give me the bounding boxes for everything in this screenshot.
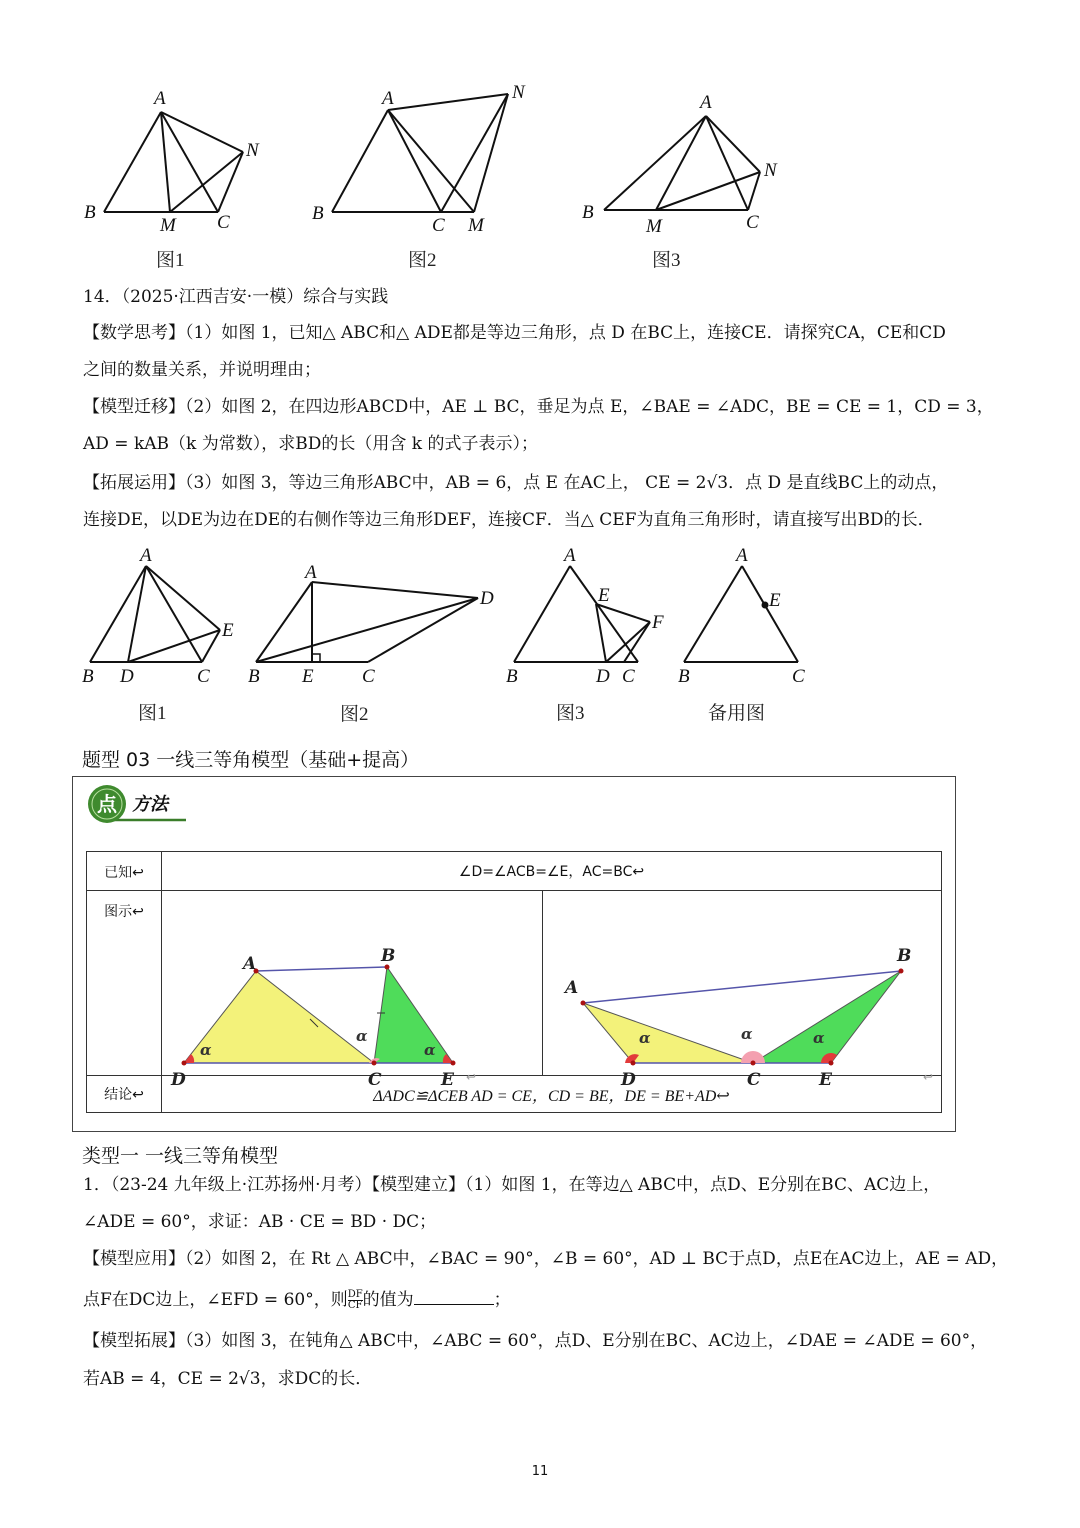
svg-text:C: C (368, 1070, 382, 1090)
svg-text:C: C (362, 666, 375, 687)
svg-text:B: B (82, 666, 94, 687)
svg-text:D: D (621, 1070, 636, 1090)
problem-14-part1-line1: 【数学思考】（1）如图 1，已知△ ABC和△ ADE都是等边三角形，点 D 在BC上，连接CE．请探究CA，CE和CD (83, 323, 946, 343)
top-figure-3 (578, 88, 798, 274)
svg-text:M: M (468, 215, 484, 236)
diagram-left-cell (162, 891, 543, 1090)
method-badge (86, 784, 190, 832)
type1-line4-a: 点F在DC边上，∠EFD = 60°，则 (83, 1290, 348, 1310)
answer-blank[interactable] (414, 1288, 494, 1305)
svg-text:B: B (506, 666, 518, 687)
problem-14-part3-line2: 连接DE，以DE为边在DE的右侧作等边三角形DEF，连接CF．当△ CEF为直角三角形时，请直接写出BD的长． (83, 510, 935, 530)
svg-text:α: α (639, 1029, 651, 1047)
svg-text:图1: 图1 (138, 703, 167, 724)
diagram-right-cell (543, 891, 942, 1090)
svg-text:图3: 图3 (556, 703, 585, 724)
svg-text:↩: ↩ (466, 1070, 477, 1084)
svg-text:B: B (897, 946, 912, 966)
svg-text:α: α (356, 1027, 368, 1045)
mid-figure-spare (674, 544, 824, 730)
svg-text:N: N (512, 82, 525, 103)
svg-text:图2: 图2 (340, 704, 369, 725)
svg-text:α: α (813, 1029, 825, 1047)
type1-heading: 类型一 一线三等角模型 (82, 1145, 279, 1167)
svg-text:点: 点 (97, 792, 117, 816)
mid-figure-1 (78, 544, 248, 730)
svg-text:E: E (302, 666, 314, 687)
svg-text:B: B (248, 666, 260, 687)
svg-text:图1: 图1 (156, 250, 185, 271)
knowledge-table (86, 851, 942, 1113)
problem-14-part2-line1: 【模型迁移】（2）如图 2，在四边形ABCD中，AE ⊥ BC，垂足为点 E，∠BAE = ∠ADC，BE = CE = 1，CD = 3， (83, 397, 994, 417)
svg-text:图3: 图3 (652, 250, 681, 271)
svg-text:C: C (197, 666, 210, 687)
conclusion-label: 结论↩ (87, 1076, 162, 1113)
svg-text:A: A (736, 545, 748, 566)
svg-text:A: A (305, 562, 317, 583)
svg-text:A: A (140, 545, 152, 566)
svg-text:E: E (769, 590, 781, 611)
svg-text:方法: 方法 (132, 794, 168, 815)
svg-text:A: A (154, 88, 166, 109)
diagram-label: 图示↩ (87, 891, 162, 1076)
svg-text:C: C (746, 212, 759, 233)
mid-figure-2 (244, 560, 504, 730)
problem-14-part1-line2: 之间的数量关系，并说明理由； (83, 360, 321, 380)
svg-text:C: C (747, 1070, 761, 1090)
svg-text:E: E (222, 620, 234, 641)
type1-line3: 【模型应用】（2）如图 2，在 Rt △ ABC中，∠BAC = 90°，∠B = 60°，AD ⊥ BC于点D，点E在AC边上，AE = AD， (83, 1249, 1009, 1269)
svg-text:A: A (700, 92, 712, 113)
type1-line6: 若AB = 4，CE = 2√3，求DC的长． (83, 1369, 373, 1389)
svg-text:C: C (622, 666, 635, 687)
svg-text:α: α (424, 1041, 436, 1059)
problem-14-part3-line1: 【拓展运用】（3）如图 3，等边三角形ABC中，AB = 6，点 E 在AC上， CE = 2√3．点 D 是直线BC上的动点， (83, 473, 949, 493)
svg-text:D: D (171, 1070, 186, 1090)
svg-text:↩: ↩ (923, 1070, 934, 1084)
svg-text:B: B (678, 666, 690, 687)
svg-text:E: E (441, 1070, 454, 1090)
svg-text:备用图: 备用图 (708, 703, 766, 724)
type1-line2: ∠ADE = 60°，求证：AB · CE = BD · DC； (83, 1212, 437, 1232)
svg-text:D: D (596, 666, 610, 687)
svg-text:α: α (741, 1025, 753, 1043)
type1-line4-b: 的值为 (362, 1290, 414, 1310)
svg-text:D: D (480, 588, 494, 609)
svg-text:N: N (764, 160, 777, 181)
page-number: 11 (531, 1464, 549, 1479)
svg-text:B: B (582, 202, 594, 223)
svg-text:M: M (646, 216, 662, 237)
section-heading: 题型 03 一线三等角模型（基础+提高） (82, 749, 420, 771)
svg-text:B: B (312, 203, 324, 224)
mid-figure-3 (500, 544, 680, 730)
svg-text:C: C (792, 666, 805, 687)
type1-line4: 点F在DC边上，∠EFD = 60°，则 $\frac{DF}{CF}$ 的值为 ； (83, 1289, 511, 1311)
diagram-right (543, 891, 941, 1090)
svg-text:B: B (84, 202, 96, 223)
svg-text:M: M (160, 215, 176, 236)
svg-text:C: C (432, 215, 445, 236)
svg-text:E: E (819, 1070, 832, 1090)
known-label: 已知↩ (87, 852, 162, 891)
svg-text:图2: 图2 (408, 250, 437, 271)
type1-line1: 1．（23-24 九年级上·江苏扬州·月考）【模型建立】（1）如图 1，在等边△ ABC中，点D、E分别在BC、AC边上， (83, 1175, 941, 1195)
svg-text:A: A (564, 545, 576, 566)
known-value: ∠D=∠ACB=∠E，AC=BC↩ (162, 852, 942, 891)
top-figure-1 (78, 84, 278, 274)
svg-text:D: D (120, 666, 134, 687)
top-figure-2 (308, 80, 538, 274)
fraction-df-cf: $\frac{DF}{CF}$ (347, 1289, 363, 1311)
svg-text:E: E (598, 585, 610, 606)
conclusion-value: ΔADC≌ΔCEB AD = CE，CD = BE，DE = BE+AD↩ (162, 1076, 942, 1113)
svg-text:B: B (381, 946, 396, 966)
svg-text:A: A (243, 954, 257, 974)
problem-14-part2-line2: AD = kAB（k 为常数），求BD的长（用含 k 的式子表示）； (83, 434, 538, 454)
svg-text:F: F (652, 612, 664, 633)
type1-line5: 【模型拓展】（3）如图 3，在钝角△ ABC中，∠ABC = 60°，点D、E分别在BC、AC边上，∠DAE = ∠ADE = 60°， (83, 1331, 988, 1351)
svg-text:α: α (200, 1041, 212, 1059)
svg-text:N: N (246, 140, 259, 161)
diagram-left (162, 891, 542, 1090)
svg-text:A: A (382, 88, 394, 109)
svg-text:A: A (565, 978, 579, 998)
svg-text:C: C (217, 212, 230, 233)
problem-14-title: 14．（2025·江西吉安·一模）综合与实践 (83, 287, 389, 307)
